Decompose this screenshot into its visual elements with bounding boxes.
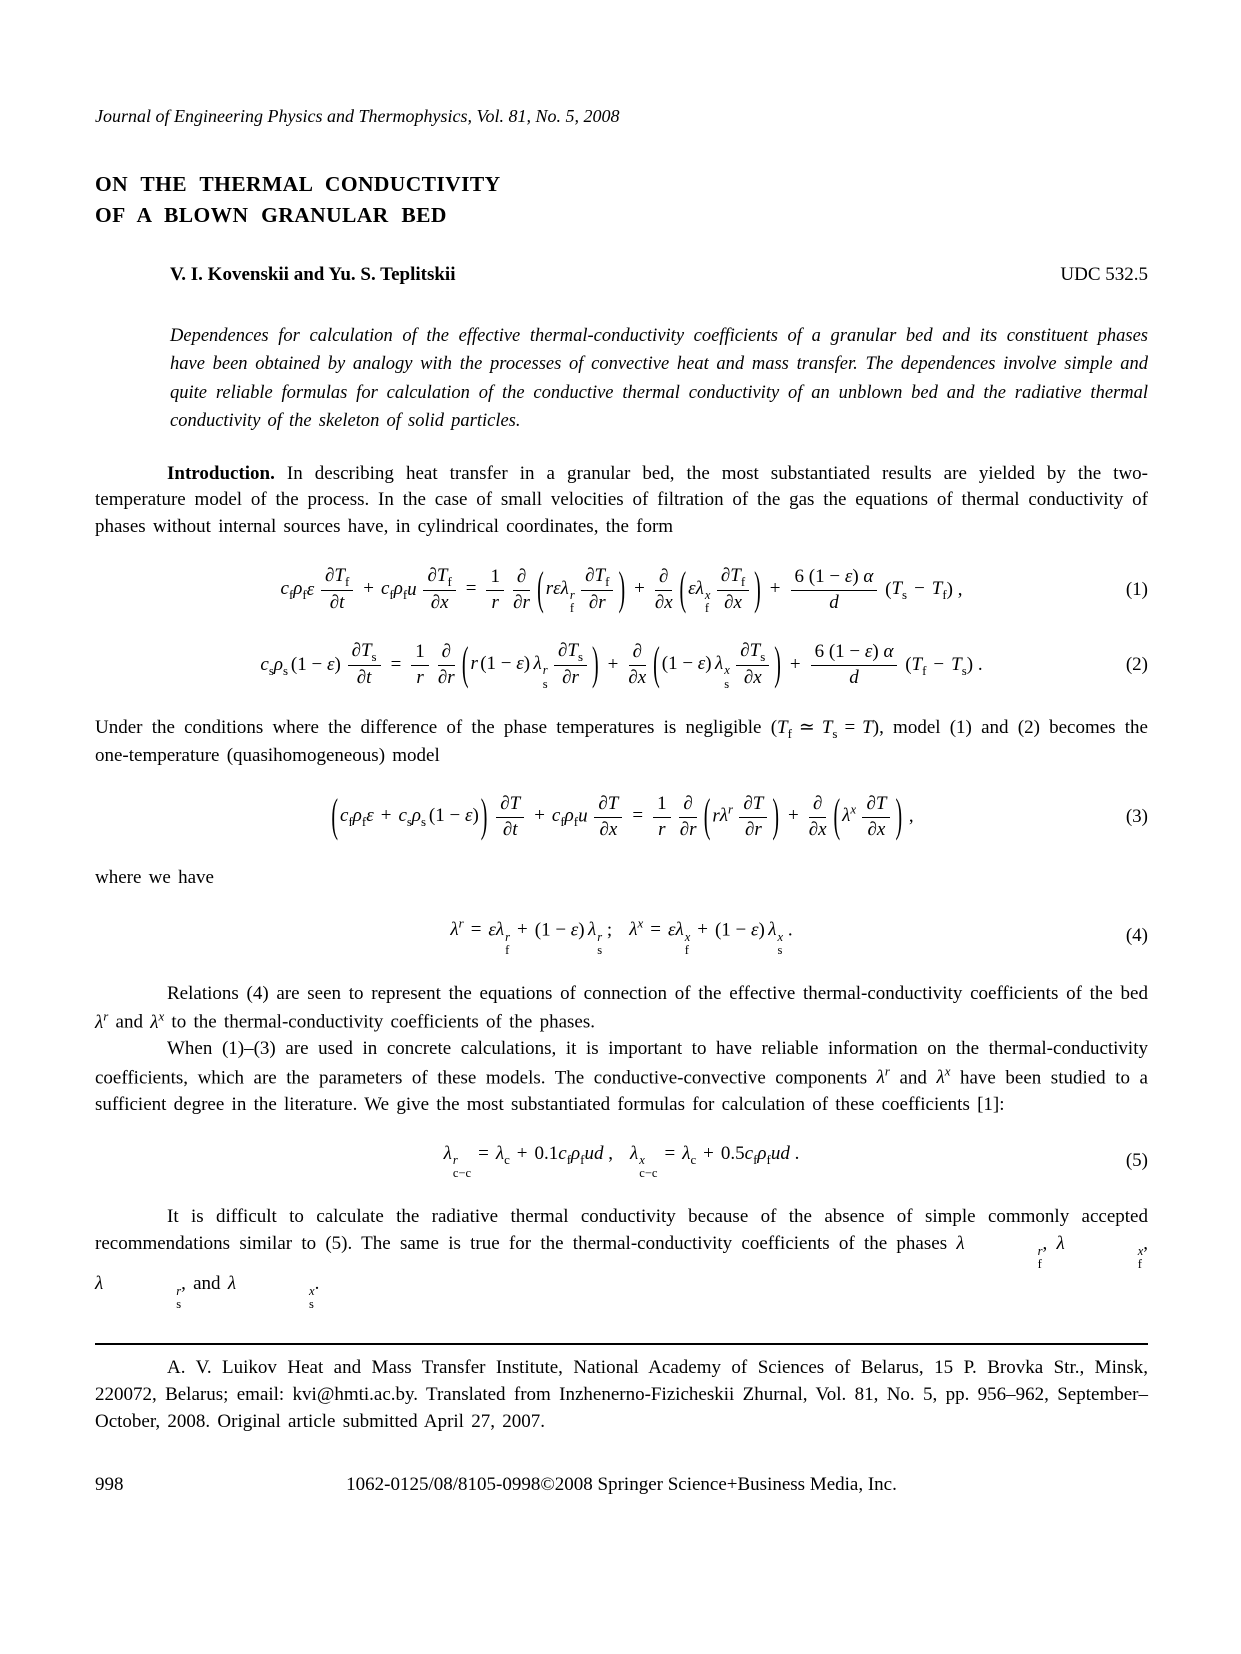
page-footer xyxy=(95,1474,1148,1496)
inline-math: $T_f$ ≃ $T_s = T$ xyxy=(777,716,873,741)
page-number: 998 xyxy=(95,1474,124,1495)
left-paren: ( xyxy=(703,790,711,842)
authors: V. I. Kovenskii and Yu. S. Teplitskii xyxy=(170,264,456,286)
equation-number: (2) xyxy=(1125,654,1148,676)
left-paren: ( xyxy=(331,790,339,842)
equation-number: (5) xyxy=(1125,1150,1148,1172)
inline-math: λ r s xyxy=(95,1273,182,1311)
footnote-divider xyxy=(95,1343,1148,1345)
right-paren: ) xyxy=(772,790,780,842)
left-paren: ( xyxy=(653,638,660,690)
left-paren: ( xyxy=(833,790,841,842)
left-paren: ( xyxy=(537,563,544,615)
journal-header: Journal of Engineering Physics and Thermophysics, Vol. 81, No. 5, 2008 xyxy=(95,106,620,126)
right-paren: ) xyxy=(592,638,599,690)
equation-5 xyxy=(95,1143,1148,1181)
equation-number: (4) xyxy=(1125,925,1148,947)
paragraph-when-used: When (1)–(3) are used in concrete calculations, it is important to have reliable information on the thermal-conductivity coefficients, which are the parameters of these models. The conductive-convective components $\lambda^r$ and $\lambda^x$ have been studied to a sufficient degree in the literature. We give the most substantiated formulas for calculation of these coefficients [1]: xyxy=(95,1038,1148,1115)
inline-math: $\lambda^r$ xyxy=(876,1063,890,1089)
article-body xyxy=(95,461,1148,1311)
bold-lead-word: Introduction. xyxy=(167,462,275,484)
paragraph-difficult: It is difficult to calculate the radiative thermal conductivity because of the absence of simple commonly accepted recommendations similar to (5). The same is true for the thermal-conductivity coefficients of the phases λ r f , λ x f , λ r s , and λ x s . xyxy=(95,1206,1149,1311)
equation-number: (3) xyxy=(1125,806,1148,828)
equation-3 xyxy=(95,790,1148,842)
equation-1 xyxy=(95,565,1148,616)
title-line-2: OF A BLOWN GRANULAR BED xyxy=(95,203,447,228)
equation-body: ( $c_f\rho_f\varepsilon + c_s\rho_s$ (1 − ε) ) $\frac{\partial T}{\partial t}$ + $c_f\rho_fu$ $\frac{\partial T}{\partial x}$ = $\frac{1}{r}$ ∂ ∂r ( $r\lambda^r$ $\frac{\partial T}{\partial r}$ ) + ∂ ∂x ( $\lambda^x$ $\frac{\partial T}{\partial x}$ ) , xyxy=(329,793,913,841)
udc-code: UDC 532.5 xyxy=(1060,264,1148,286)
title-line-1: ON THE THERMAL CONDUCTIVITY xyxy=(95,172,501,196)
paragraph-introduction: Introduction. In describing heat transfer in a granular bed, the most substantiated results are yielded by the two-temperature model of the process. In the case of small velocities of filtration of the gas the equations of thermal conductivity of phases without internal sources have, in cylindrical coordinates, the form xyxy=(95,462,1148,537)
inline-math: λ r f xyxy=(956,1233,1043,1271)
copyright-line: 1062-0125/08/8105-0998©2008 Springer Science+Business Media, Inc. xyxy=(346,1474,897,1495)
inline-math: $\lambda^r$ xyxy=(95,1008,109,1033)
equation-body: $\lambda^r = \varepsilon\lambda$ r f + (1 − ε) λ r s ; $\lambda^x = \varepsilon\lambda$ x f + (1 − ε) λ x s . xyxy=(450,915,793,957)
inline-math: λ x f xyxy=(1056,1233,1144,1271)
inline-math: $\lambda^x$ xyxy=(150,1008,165,1033)
equation-4 xyxy=(95,916,1148,957)
left-paren: ( xyxy=(679,563,687,615)
equation-2 xyxy=(95,640,1148,691)
paragraph-where-we-have: where we have xyxy=(95,866,214,888)
right-paren: ) xyxy=(774,638,781,690)
abstract: Dependences for calculation of the effective thermal-conductivity coefficients of a granular bed and its constituent phases have been obtained by analogy with the processes of convective heat and mass transfer. The dependences involve simple and quite reliable formulas for calculation of the conductive thermal conductivity of an unblown bed and the radiative thermal conductivity of the skeleton of solid particles. xyxy=(170,326,1148,431)
inline-math: λ x s xyxy=(227,1273,315,1311)
paragraph-under-conditions: Under the conditions where the difference of the phase temperatures is negligible ($T_f$ ≃ $T_s = T$), model (1) and (2) becomes the one-temperature (quasihomogeneous) model xyxy=(95,716,1148,766)
equation-body: $c_s\rho_s$ (1 − ε) $\frac{\partial T_s}{\partial t}$ = $\frac{1}{r}$ ∂ ∂r ( r (1 − ε) λ r s $\frac{\partial T_s}{\partial r}$ ) + ∂ ∂x ( (1 − ε) λ x s $\frac{\partial T_s}{\partial x}$ ) + $\frac{6 (1 - \varepsilon) \alpha}{d}$ $(T_f - T_s)$ . xyxy=(260,638,983,691)
article-title xyxy=(95,169,1148,231)
right-paren: ) xyxy=(754,563,761,615)
equation-body: $c_f\rho_f\varepsilon$ $\frac{\partial T_f}{\partial t}$ + $c_f\rho_fu$ $\frac{\partial T_f}{\partial x}$ = $\frac{1}{r}$ ∂ ∂r ( rελ r f $\frac{\partial T_f}{\partial r}$ ) + ∂ ∂x ( ελ x f $\frac{\partial T_f}{\partial x}$ ) + $\frac{6 (1 - \varepsilon) \alpha}{d}$ $(T_s - T_f)$ , xyxy=(280,563,963,616)
inline-math: $\lambda^x$ xyxy=(936,1063,951,1089)
left-paren: ( xyxy=(461,638,469,690)
byline xyxy=(95,264,1148,286)
paragraph-relations: Relations (4) are seen to represent the equations of connection of the effective thermal-conductivity coefficients of the bed $\lambda^r$ and $\lambda^x$ to the thermal-conductivity coefficients of the phases. xyxy=(95,982,1148,1033)
right-paren: ) xyxy=(618,563,626,615)
right-paren: ) xyxy=(480,790,488,842)
equation-number: (1) xyxy=(1125,579,1148,601)
right-paren: ) xyxy=(895,790,903,842)
equation-body: λ r c−c = $\lambda_c + 0.1c_f\rho_fud$ , λ x c−c = $\lambda_c + 0.5c_f\rho_fud$ . xyxy=(443,1142,800,1181)
footnote: A. V. Luikov Heat and Mass Transfer Institute, National Academy of Sciences of Belarus, 15 P. Brovka Str., Minsk, 220072, Belarus; email: kvi@hmti.ac.by. Translated from Inzhenerno-Fizicheskii Zhurnal, Vol. 81, No. 5, pp. 956–962, September–October, 2008. Original article submitted April 27, 2007. xyxy=(95,1357,1148,1432)
